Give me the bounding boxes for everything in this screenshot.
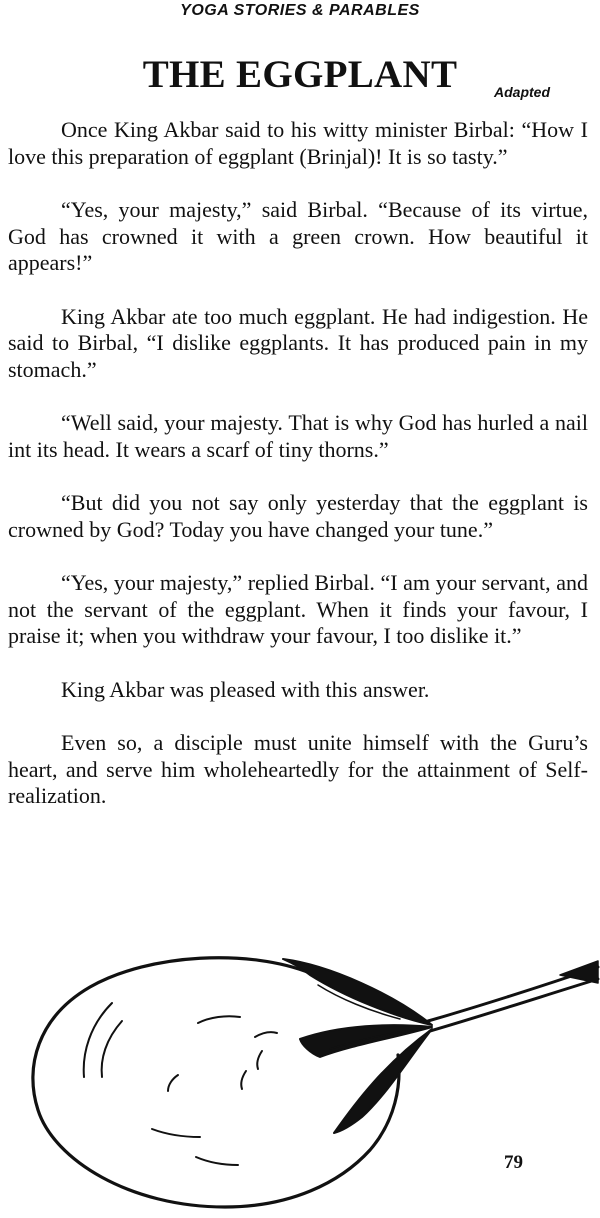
story-paragraph-1: Once King Akbar said to his witty minister Birbal: “How I love this preparation of eggplant (Brinjal)! It is so tasty.”: [8, 117, 588, 169]
story-title: THE EGGPLANT: [142, 53, 458, 96]
story-paragraph-7: King Akbar was pleased with this answer.: [61, 676, 430, 702]
story-paragraph-3: King Akbar ate too much eggplant. He had indigestion. He said to Birbal, “I dislike eggplants. It has produced pain in my stomach.”: [8, 303, 588, 382]
story-paragraph-2: “Yes, your majesty,” said Birbal. “Because of its virtue, God has crowned it with a green crown. How beautiful it appears!”: [8, 197, 588, 275]
eggplant-illustration: [0, 945, 600, 1218]
adapted-label: Adapted: [494, 84, 550, 100]
story-paragraph-4: “Well said, your majesty. That is why God has hurled a nail int its head. It wears a scarf of tiny thorns.”: [8, 410, 588, 462]
running-head: YOGA STORIES & PARABLES: [180, 2, 420, 19]
story-paragraph-6: “Yes, your majesty,” replied Birbal. “I am your servant, and not the servant of the eggplant. When it finds your favour, I praise it; when you withdraw your favour, I too dislike it.”: [8, 570, 588, 648]
story-paragraph-8: Even so, a disciple must unite himself with the Guru’s heart, and serve him wholeheartedly for the attainment of Self-realization.: [8, 730, 588, 808]
story-body: [8, 117, 588, 837]
page-number: 79: [504, 1152, 523, 1173]
story-paragraph-5: “But did you not say only yesterday that the eggplant is crowned by God? Today you have changed your tune.”: [8, 490, 588, 542]
